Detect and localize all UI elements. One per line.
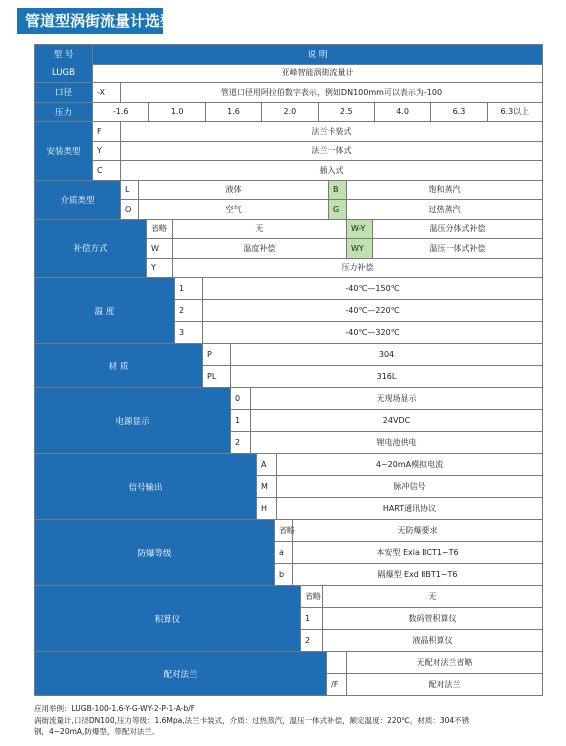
explosion-grade-row (34, 520, 543, 542)
totalizer-description: 数码管积算仪 (322, 608, 543, 630)
totalizer-description: 无 (322, 586, 543, 608)
temperature-row (34, 278, 543, 300)
signal-output-code: A (256, 454, 276, 476)
medium-description-secondary: 过热蒸汽 (346, 200, 543, 220)
row-diameter (34, 83, 543, 103)
pressure-value: 4.0 (374, 103, 430, 123)
pressure-value: 1.0 (148, 103, 204, 123)
medium-description: 液体 (138, 181, 328, 201)
power-display-label: 电源显示 (34, 388, 230, 454)
explosion-grade-description: 隔爆型 Exd ⅡBT1~T6 (292, 564, 543, 586)
flange-code (326, 652, 346, 674)
diameter-description: 管道口径用阿拉伯数字表示，例如DN100mm可以表示为-100 (120, 83, 543, 103)
signal-output-description: 4~20mA模拟电流 (276, 454, 543, 476)
compensation-code: 省略 (146, 220, 172, 240)
pressure-label: 压力 (34, 103, 92, 123)
temperature-description: -40℃—220℃ (202, 300, 543, 322)
medium-code: L (120, 181, 138, 201)
explosion-grade-label: 防爆等级 (34, 520, 274, 586)
header-description: 说 明 (92, 45, 543, 65)
compensation-code: W (146, 239, 172, 259)
compensation-row (34, 220, 543, 240)
explosion-grade-description: 本安型 Exia ⅡCT1~T6 (292, 542, 543, 564)
totalizer-label: 积算仪 (34, 586, 300, 652)
signal-output-row (34, 454, 543, 476)
totalizer-code: 1 (300, 608, 322, 630)
temperature-row (34, 300, 543, 322)
page-title: 管道型涡街流量计选型 (17, 8, 163, 34)
signal-output-label: 信号输出 (34, 454, 256, 520)
compensation-description: 温度补偿 (172, 239, 346, 259)
material-description: 304 (230, 344, 543, 366)
material-code: PL (202, 366, 230, 388)
explosion-grade-row (34, 564, 543, 586)
medium-row (34, 200, 543, 220)
model-description: 亚峰智能涡街流量计 (92, 64, 543, 84)
temperature-row (34, 322, 543, 344)
totalizer-description: 液晶积算仪 (322, 630, 543, 652)
diameter-code: -X (92, 83, 120, 103)
signal-output-description: 脉冲信号 (276, 476, 543, 498)
install-type-code: Y (92, 142, 120, 162)
application-example (34, 703, 554, 738)
install-type-row (34, 142, 543, 162)
pressure-value: -1.6 (92, 103, 148, 123)
table-header-row (34, 44, 543, 65)
material-description: 316L (230, 366, 543, 388)
pressure-value: 1.6 (205, 103, 261, 123)
pressure-value: 6.3以上 (487, 103, 543, 123)
compensation-description-secondary: 温压一体式补偿 (372, 239, 543, 259)
totalizer-code: 省略 (300, 586, 322, 608)
signal-output-row (34, 498, 543, 520)
power-display-code: 0 (230, 388, 250, 410)
totalizer-row (34, 630, 543, 652)
temperature-label: 温 度 (34, 278, 174, 344)
explosion-grade-code: b (274, 564, 292, 586)
install-type-row (34, 122, 543, 142)
signal-output-code: M (256, 476, 276, 498)
pressure-value: 2.5 (318, 103, 374, 123)
install-type-description: 插入式 (120, 161, 543, 181)
compensation-label: 补偿方式 (34, 220, 146, 279)
compensation-description: 压力补偿 (172, 259, 543, 279)
explosion-grade-code: a (274, 542, 292, 564)
install-type-code: C (92, 161, 120, 181)
power-display-code: 2 (230, 432, 250, 454)
flange-row (34, 652, 543, 674)
totalizer-code: 2 (300, 630, 322, 652)
compensation-row (34, 259, 543, 279)
temperature-description: -40℃—150℃ (202, 278, 543, 300)
signal-output-code: H (256, 498, 276, 520)
power-display-row (34, 432, 543, 454)
temperature-code: 3 (174, 322, 202, 344)
flange-label: 配对法兰 (34, 652, 326, 696)
compensation-description-secondary: 温压分体式补偿 (372, 220, 543, 240)
medium-row (34, 181, 543, 201)
power-display-code: 1 (230, 410, 250, 432)
install-type-row (34, 161, 543, 181)
explosion-grade-code: 省略 (274, 520, 292, 542)
totalizer-row (34, 586, 543, 608)
power-display-description: 锂电池供电 (250, 432, 543, 454)
example-code: 应用举例：LUGB-100-1.6-Y-G-WY-2-P-1-A-b/F (34, 704, 196, 713)
explosion-grade-row (34, 542, 543, 564)
explosion-grade-description: 无防爆要求 (292, 520, 543, 542)
row-pressure (34, 103, 543, 123)
temperature-code: 2 (174, 300, 202, 322)
install-type-description: 法兰卡装式 (120, 122, 543, 142)
flange-code: /F (326, 674, 346, 696)
material-code: P (202, 344, 230, 366)
pressure-value: 2.0 (261, 103, 317, 123)
header-model: 型 号 (34, 45, 92, 65)
medium-description: 空气 (138, 200, 328, 220)
signal-output-description: HART通讯协议 (276, 498, 543, 520)
totalizer-row (34, 608, 543, 630)
compensation-row (34, 239, 543, 259)
power-display-description: 无现场显示 (250, 388, 543, 410)
pressure-value: 6.3 (430, 103, 486, 123)
compensation-code-secondary: W-Y (346, 220, 372, 240)
signal-output-row (34, 476, 543, 498)
model-code: LUGB (34, 64, 92, 84)
material-label: 材 质 (34, 344, 202, 388)
power-display-row (34, 410, 543, 432)
install-type-description: 法兰一体式 (120, 142, 543, 162)
flange-row (34, 674, 543, 696)
material-row (34, 344, 543, 366)
row-lugb (34, 64, 543, 84)
compensation-code: Y (146, 259, 172, 279)
temperature-code: 1 (174, 278, 202, 300)
install-type-label: 安装类型 (34, 122, 92, 181)
power-display-description: 24VDC (250, 410, 543, 432)
diameter-label: 口径 (34, 83, 92, 103)
medium-code-secondary: B (328, 181, 346, 201)
temperature-description: -40℃—320℃ (202, 322, 543, 344)
example-description: 涡街流量计,口径DN100,压力等级：1.6Mpa,法兰卡装式，介质：过热蒸汽，温压一体式补偿，额定温度：220℃，材质：304不锈 (34, 715, 470, 725)
material-row (34, 366, 543, 388)
example-description-continued: 钢，4~20mA,防爆型，带配对法兰。 (34, 727, 160, 736)
power-display-row (34, 388, 543, 410)
medium-code-secondary: G (328, 200, 346, 220)
install-type-code: F (92, 122, 120, 142)
flange-description: 无配对法兰省略 (346, 652, 543, 674)
medium-description-secondary: 饱和蒸汽 (346, 181, 543, 201)
medium-code: O (120, 200, 138, 220)
compensation-description: 无 (172, 220, 346, 240)
medium-label: 介质类型 (34, 181, 120, 220)
compensation-code-secondary: WY (346, 239, 372, 259)
flange-description: 配对法兰 (346, 674, 543, 696)
